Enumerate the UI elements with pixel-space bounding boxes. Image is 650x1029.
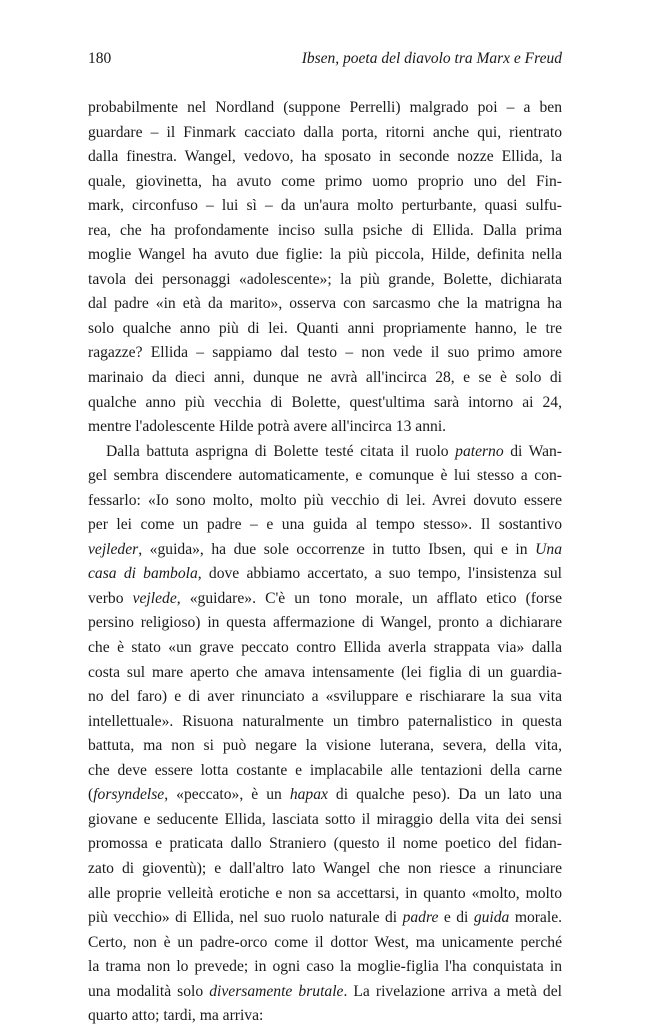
body-text [88, 96, 562, 1029]
text-segment: probabilmente nel Nordland (suppone Perrelli) malgrado poi – a ben [88, 99, 562, 116]
text-segment: e di [438, 909, 474, 927]
text-segment: verbo [88, 589, 133, 607]
text-line [88, 170, 562, 195]
text-line [88, 1004, 562, 1029]
text-line [88, 587, 562, 612]
text-line [88, 710, 562, 735]
text-segment: dalla finestra. Wangel, vedovo, ha sposato in seconde nozze Ellida, la [88, 148, 562, 166]
text-segment: , «peccato», è un [164, 786, 290, 804]
text-line [88, 636, 562, 661]
text-segment: ( [88, 786, 94, 804]
text-line [88, 145, 562, 170]
text-line [88, 243, 562, 268]
text-line [88, 464, 562, 489]
text-line [88, 931, 562, 956]
text-segment: mark, circonfuso – lui sì – da un'aura molto perturbante, quasi sulfu- [88, 197, 562, 215]
text-line [88, 882, 562, 907]
text-segment: per lei come un padre – e una guida al tempo stesso». Il sostantivo [88, 516, 562, 534]
text-segment: rea, che ha profondamente inciso sulla psiche di Ellida. Dalla prima [88, 221, 562, 239]
text-segment: quarto atto; tardi, ma arriva: [88, 1007, 264, 1025]
italic-term: forsyndelse [93, 786, 165, 804]
text-segment: battuta, ma non si può negare la visione luterana, severa, della vita, [88, 737, 562, 755]
text-segment: Dalla battuta asprigna di Bolette testé citata il ruolo [106, 442, 456, 460]
text-segment: moglie Wangel ha avuto due figlie: la più piccola, Hilde, definita nella [88, 246, 562, 264]
text-line [88, 96, 562, 121]
page-number: 180 [88, 50, 112, 67]
text-line [88, 292, 562, 317]
text-line [88, 783, 562, 808]
text-line [88, 832, 562, 857]
text-segment: la trama non lo prevede; in ogni caso la moglie-figlia l'ha conquistata in [88, 958, 562, 976]
text-segment: no del faro) e di aver rinunciato a «sviluppare e rischiarare la sua vita [88, 688, 562, 706]
text-segment: che è stato «un grave peccato contro Ellida averla strappata via» dalla [88, 639, 562, 657]
text-segment: morale. [509, 909, 562, 927]
text-line [88, 219, 562, 244]
text-segment: solo qualche anno più di lei. Quanti anni propriamente hanno, le tre [88, 319, 562, 337]
italic-term: Una [535, 540, 562, 558]
italic-term: diversamente brutale [209, 982, 344, 1000]
text-line [88, 611, 562, 636]
text-segment: tavola dei personaggi «adolescente»; la più grande, Bolette, dichiarata [88, 270, 562, 288]
text-segment: qualche anno più vecchia di Bolette, quest'ultima sarà intorno ai 24, [88, 393, 562, 411]
text-segment: di Wan- [503, 442, 562, 460]
text-segment: che deve essere lotta costante e implacabile alle tentazioni della carne [88, 761, 562, 779]
text-segment: guardare – il Finmark cacciato dalla porta, ritorni anche qui, rientrato [88, 123, 562, 141]
text-line [88, 194, 562, 219]
text-line [88, 317, 562, 342]
text-segment: quale, giovinetta, ha avuto come primo uomo proprio uno del Fin- [88, 172, 562, 190]
text-segment: alle proprie velleità erotiche e non sa accettarsi, in quanto «molto, molto [88, 884, 562, 902]
page-header [88, 50, 562, 74]
text-segment: . La rivelazione arriva a metà del [343, 982, 562, 1000]
italic-term: padre [402, 909, 439, 927]
text-segment: marinaio da dieci anni, dunque ne avrà all'incirca 28, e se è solo di [88, 369, 562, 387]
text-segment: , «guida», ha due sole occorrenze in tutto Ibsen, qui e in [138, 540, 536, 558]
running-title: Ibsen, poeta del diavolo tra Marx e Freud [301, 50, 562, 67]
text-line [88, 415, 562, 440]
text-segment: intellettuale». Risuona naturalmente un timbro paternalistico in questa [88, 712, 562, 730]
text-segment: ragazze? Ellida – sappiamo dal testo – non vede il suo primo amore [88, 344, 562, 362]
text-line [88, 980, 562, 1005]
text-segment: di qualche peso). Da un lato una [327, 786, 562, 804]
text-segment: , «guidare». C'è un tono morale, un afflato etico (forse [176, 589, 562, 607]
italic-term: hapax [289, 786, 328, 804]
text-segment: persino religioso) in questa affermazione di Wangel, pronto a dichiarare [88, 614, 562, 632]
text-line [88, 489, 562, 514]
text-line [88, 391, 562, 416]
text-segment: Certo, non è un padre-orco come il dottor West, ma unicamente perché [88, 933, 562, 951]
text-line [88, 857, 562, 882]
text-segment: , dove abbiamo accertato, a suo tempo, l'insistenza sul [197, 565, 562, 583]
text-segment: gel sembra discendere automaticamente, e comunque è lui stesso a con- [88, 467, 562, 485]
text-line [88, 734, 562, 759]
text-segment: più vecchio» di Ellida, nel suo ruolo naturale di [88, 909, 403, 927]
text-segment: zato di gioventù); e dall'altro lato Wangel che non riesce a rinunciare [88, 859, 562, 877]
text-segment: promossa e praticata dallo Straniero (questo il nome poetico del fidan- [88, 835, 562, 853]
italic-term: guida [473, 909, 510, 927]
text-line [88, 538, 562, 563]
text-segment: una modalità solo [88, 982, 210, 1000]
text-line [88, 808, 562, 833]
text-segment: fessarlo: «Io sono molto, molto più vecchio di lei. Avrei dovuto essere [88, 491, 562, 509]
text-segment: giovane e seducente Ellida, lasciata sotto il miraggio della vita dei sensi [88, 810, 562, 828]
text-segment: mentre l'adolescente Hilde potrà avere all'incirca 13 anni. [88, 418, 447, 436]
italic-term: paterno [455, 442, 504, 460]
text-line [88, 268, 562, 293]
text-line [88, 759, 562, 784]
italic-term: vejleder [88, 540, 139, 558]
text-segment: costa sul mare aperto che amava intensamente (lei figlia di un guardia- [88, 663, 562, 681]
text-line [88, 562, 562, 587]
text-line [88, 440, 562, 465]
italic-term: vejlede [132, 589, 177, 607]
italic-term: casa di bambola [88, 565, 198, 583]
text-line [88, 685, 562, 710]
text-line [88, 121, 562, 146]
text-line [88, 513, 562, 538]
text-line [88, 341, 562, 366]
text-line [88, 366, 562, 391]
text-line [88, 955, 562, 980]
text-segment: dal padre «in età da marito», osserva con sarcasmo che la matrigna ha [88, 295, 562, 313]
text-line [88, 661, 562, 686]
